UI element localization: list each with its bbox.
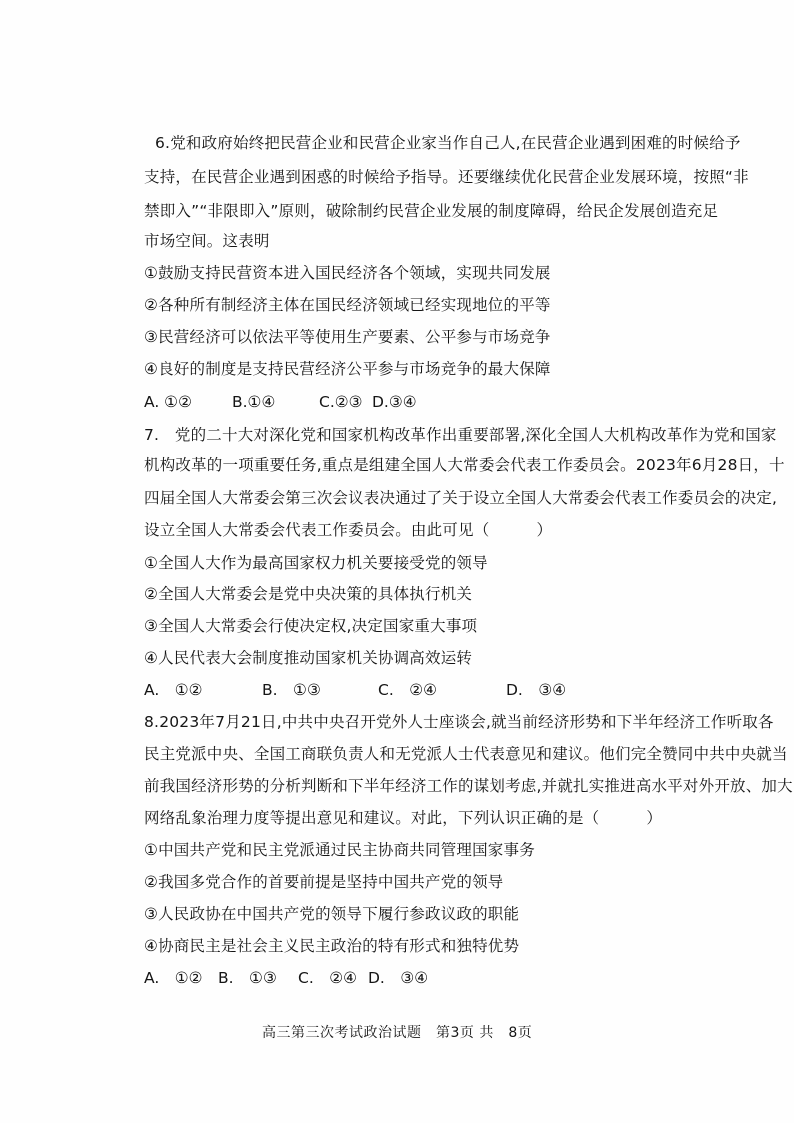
q7-stem-line: 四届全国人大常委会第三次会议表决通过了关于设立全国人大常委会代表工作委员会的决定, <box>144 489 778 507</box>
q6-option-b: B.①④ <box>232 393 276 411</box>
q8-option-d: D. ③④ <box>368 969 429 987</box>
q6-stem-line: 支持，在民营企业遇到困惑的时候给予指导。还要继续优化民营企业发展环境，按照“非 <box>144 168 749 186</box>
q7-item: ④人民代表大会制度推动国家机关协调高效运转 <box>144 649 473 667</box>
q7-item: ③全国人大常委会行使决定权,决定国家重大事项 <box>144 617 478 635</box>
q8-item: ②我国多党合作的首要前提是坚持中国共产党的领导 <box>144 873 504 891</box>
q6-option-c: C.②③ <box>319 393 363 411</box>
q6-item: ①鼓励支持民营资本进入国民经济各个领域，实现共同发展 <box>144 264 551 282</box>
page-footer: 高三第三次考试政治试题 第3页 共 8页 <box>262 1025 533 1041</box>
q8-option-a: A. ①② <box>144 969 203 987</box>
q8-stem-line: 网络乱象治理力度等提出意见和建议。对此，下列认识正确的是（ ） <box>144 809 663 827</box>
q6-stem-line: 禁即入”“非限即入”原则，破除制约民营企业发展的制度障碍，给民企发展创造充足 <box>144 202 719 220</box>
q7-option-d: D. ③④ <box>506 681 567 699</box>
q8-stem-line: 8.2023年7月21日,中共中央召开党外人士座谈会,就当前经济形势和下半年经济工作听取各 <box>144 713 774 731</box>
q7-stem-line: 7. 党的二十大对深化党和国家机构改革作出重要部署,深化全国人大机构改革作为党和国家 <box>144 426 777 444</box>
q6-stem-line: 市场空间。这表明 <box>144 232 270 250</box>
q6-option-a: A. ①② <box>144 393 192 411</box>
q7-stem-line: 设立全国人大常委会代表工作委员会。由此可见（ ） <box>144 521 553 539</box>
q6-item: ④良好的制度是支持民营经济公平参与市场竞争的最大保障 <box>144 360 551 378</box>
q6-stem-line: 6.党和政府始终把民营企业和民营企业家当作自己人,在民营企业遇到困难的时候给予 <box>155 134 741 152</box>
q7-option-b: B. ①③ <box>262 681 321 699</box>
q8-option-c: C. ②④ <box>298 969 358 987</box>
q6-item: ②各种所有制经济主体在国民经济领域已经实现地位的平等 <box>144 296 551 314</box>
q6-item: ③民营经济可以依法平等使用生产要素、公平参与市场竞争 <box>144 328 551 346</box>
q7-option-c: C. ②④ <box>378 681 438 699</box>
q8-stem-line: 前我国经济形势的分析判断和下半年经济工作的谋划考虑,并就扎实推进高水平对外开放、加大 <box>144 777 793 795</box>
q7-item: ②全国人大常委会是党中央决策的具体执行机关 <box>144 585 473 603</box>
q6-option-d: D.③④ <box>372 393 417 411</box>
q8-item: ③人民政协在中国共产党的领导下履行参政议政的职能 <box>144 905 520 923</box>
q7-option-a: A. ①② <box>144 681 203 699</box>
q8-option-b: B. ①③ <box>218 969 277 987</box>
q7-item: ①全国人大作为最高国家权力机关要接受党的领导 <box>144 554 488 572</box>
q8-item: ④协商民主是社会主义民主政治的特有形式和独特优势 <box>144 937 520 955</box>
q8-item: ①中国共产党和民主党派通过民主协商共同管理国家事务 <box>144 841 535 859</box>
q8-stem-line: 民主党派中央、全国工商联负责人和无党派人士代表意见和建议。他们完全赞同中共中央就当 <box>144 745 788 763</box>
q7-stem-line: 机构改革的一项重要任务,重点是组建全国人大常委会代表工作委员会。2023年6月28日，十 <box>144 456 785 474</box>
